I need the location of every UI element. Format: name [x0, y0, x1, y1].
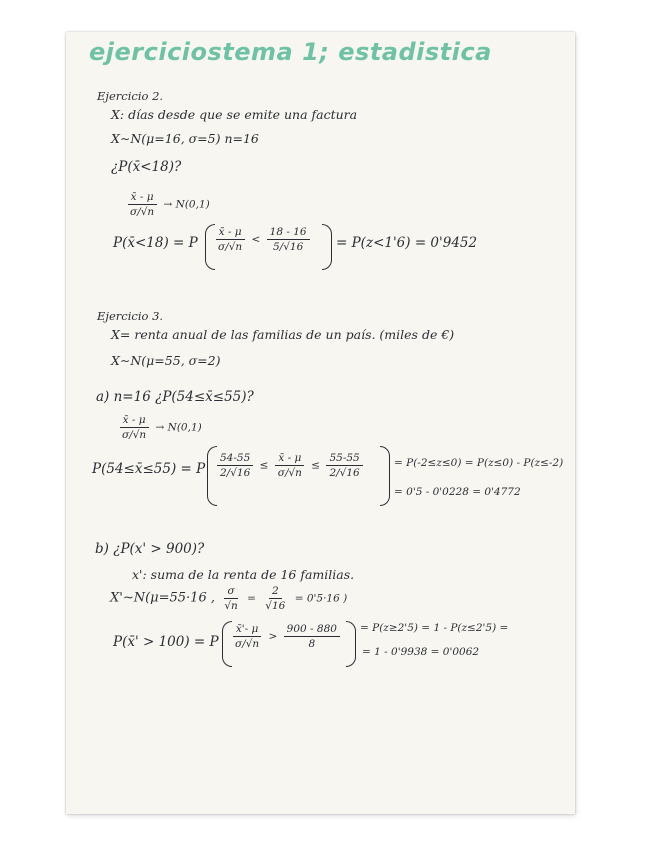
ej3-distribution: X∼N(μ=55, σ=2) [111, 353, 221, 368]
ej2-definition: X: días desde que se emite una factura [111, 107, 358, 122]
ej2-f2-den: 5/√16 [273, 241, 304, 253]
ej3-b-eq1: = [247, 592, 256, 605]
ej3-a-std-num: x̄ - μ [120, 414, 149, 428]
ej3-a-result2: = 0'5 - 0'0228 = 0'4772 [394, 486, 521, 498]
ej3-a-f2-num: x̄ - μ [275, 452, 304, 466]
ej3-a-std-den: σ/√n [122, 429, 147, 441]
ej3-a-std-arrow: → N(0,1) [155, 421, 202, 434]
ej2-f2-num: 18 - 16 [267, 226, 310, 240]
ej2-std-arrow: → N(0,1) [163, 198, 210, 211]
ej3-a-le2: ≤ [311, 459, 321, 472]
ej3-a-result1: = P(-2≤z≤0) = P(z≤0) - P(z≤-2) [394, 457, 564, 469]
ej3-b-result2: = 1 - 0'9938 = 0'0062 [362, 646, 480, 658]
ej2-std-num: x̄ - μ [128, 191, 157, 205]
ej2-lt: < [251, 233, 261, 246]
ej3-definition: X= renta anual de las familias de un país. (miles de €) [111, 327, 455, 342]
ej3-a-f3-num: 55-55 [326, 452, 362, 466]
ej2-question: ¿P(x̄<18)? [111, 159, 182, 175]
ej3-b-t-den: √16 [265, 600, 286, 612]
ej3-a-formula-body [214, 452, 366, 479]
ej2-std-den: σ/√n [130, 206, 155, 218]
ej3-b-formula-body [229, 623, 343, 650]
ej3-a-right-paren [380, 446, 390, 506]
ej2-prob-lhs: P(x̄<18) = P [113, 235, 198, 251]
ej3-a-le1: ≤ [259, 459, 269, 472]
ej3-b-s-num: σ [224, 585, 237, 599]
ej2-standardization [124, 191, 210, 218]
ej3-b-s-den: √n [224, 600, 238, 612]
ej3-a-standardization [116, 414, 202, 441]
ej3-b-dist-pre: X'∼N(μ=55·16 , [110, 590, 215, 606]
ej3-b-f1-num: x̄'- μ [233, 623, 262, 637]
ej3-b-distribution [110, 585, 347, 612]
ej3-b-dist-post: = 0'5·16 ) [294, 592, 348, 605]
ej3-a-f1-num: 54-55 [217, 452, 253, 466]
ej2-formula-body [212, 226, 313, 253]
ej3-b-prob-lhs: P(x̄' > 100) = P [113, 634, 219, 650]
ej2-result: = P(z<1'6) = 0'9452 [336, 235, 478, 251]
bleed-through-texture [440, 60, 560, 260]
ej3-b-f2-num: 900 - 880 [284, 623, 340, 637]
ej2-right-paren [322, 224, 332, 270]
ej3-b-definition: x': suma de la renta de 16 familias. [132, 567, 355, 582]
ej3-b-right-paren [346, 621, 356, 667]
ej3-b-f1-den: σ/√n [235, 638, 260, 650]
ej2-f1-den: σ/√n [218, 241, 243, 253]
ej3-b-t-num: 2 [269, 585, 282, 599]
ej3-a-question: a) n=16 ¿P(54≤x̄≤55)? [96, 389, 254, 405]
ej3-b-gt: > [268, 630, 278, 643]
ej2-std-fraction [127, 191, 157, 218]
ej2-f1-num: x̄ - μ [216, 226, 245, 240]
ej3-b-result1: = P(z≥2'5) = 1 - P(z≤2'5) = [360, 622, 509, 634]
ej3-a-f3-den: 2/√16 [329, 467, 360, 479]
page-title: ejerciciostema 1; estadistica [89, 38, 492, 66]
ej3-heading: Ejercicio 3. [97, 309, 164, 323]
ej3-a-f2-den: σ/√n [277, 467, 302, 479]
ej2-heading: Ejercicio 2. [97, 89, 164, 103]
ej3-b-f2-den: 8 [308, 638, 316, 650]
ej3-a-prob-lhs: P(54≤x̄≤55) = P [92, 461, 206, 477]
ej3-a-f1-den: 2/√16 [220, 467, 251, 479]
ej2-distribution: X∼N(μ=16, σ=5) n=16 [111, 131, 259, 146]
ej3-b-question: b) ¿P(x' > 900)? [95, 541, 205, 557]
